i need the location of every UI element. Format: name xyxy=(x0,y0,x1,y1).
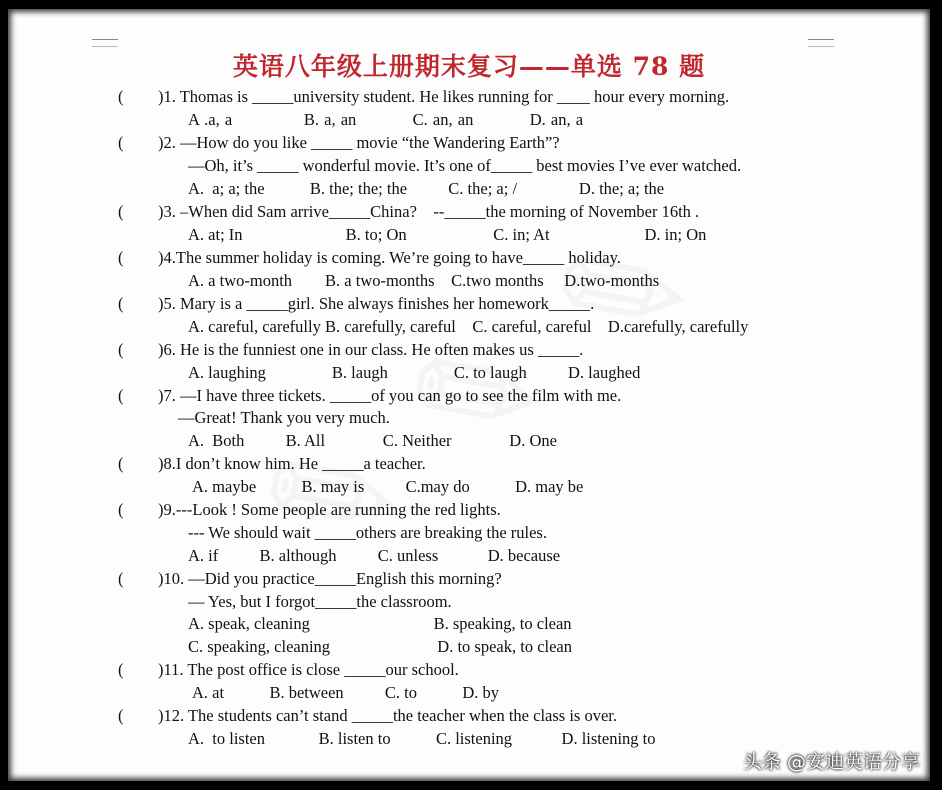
question-6-paren: ( xyxy=(118,340,124,359)
question-2-options: A. a; a; the B. the; the; the C. the; a; / D. the; a; the xyxy=(188,179,665,198)
question-4-paren: ( xyxy=(118,248,124,267)
question-4-options: A. a two-month B. a two-months C.two months D.two-months xyxy=(188,271,660,290)
question-11-options: A. at B. between C. to D. by xyxy=(192,683,500,702)
question-1-paren: ( xyxy=(118,87,124,106)
question-7-reply: —Great! Thank you very much. xyxy=(178,408,390,427)
question-11: )11. The post office is close _____our school. xyxy=(158,660,459,679)
question-1-options: A .a, a B. a, an C. an, an D. an, a xyxy=(188,110,584,129)
question-6-options: A. laughing B. laugh C. to laugh D. laughed xyxy=(188,363,641,382)
question-10-paren: ( xyxy=(118,569,124,588)
question-9-reply: --- We should wait _____others are breaking the rules. xyxy=(188,523,547,542)
question-11-paren: ( xyxy=(118,660,124,679)
question-7: )7. —I have three tickets. _____of you can go to see the film with me. xyxy=(158,386,622,405)
question-7-paren: ( xyxy=(118,386,124,405)
question-9: )9.---Look ! Some people are running the red lights. xyxy=(158,500,501,519)
worksheet-page xyxy=(8,9,930,781)
question-12: )12. The students can’t stand _____the teacher when the class is over. xyxy=(158,706,617,725)
question-8: )8.I don’t know him. He _____a teacher. xyxy=(158,454,426,473)
question-5-options: A. careful, carefully B. carefully, careful C. careful, careful D.carefully, carefully xyxy=(188,317,749,336)
question-10-options-ab: A. speak, cleaning B. speaking, to clean xyxy=(188,614,572,633)
question-3: )3. –When did Sam arrive_____China? --_____the morning of November 16th . xyxy=(158,202,700,221)
question-5-paren: ( xyxy=(118,294,124,313)
question-12-paren: ( xyxy=(118,706,124,725)
question-5: )5. Mary is a _____girl. She always finishes her homework_____. xyxy=(158,294,595,313)
page-title: 英语八年级上册期末复习——单选 78 题 xyxy=(232,52,706,81)
corner-mark xyxy=(808,39,834,47)
source-watermark: 头条 @安迪英语分享 xyxy=(742,751,920,773)
question-3-options: A. at; In B. to; On C. in; At D. in; On xyxy=(188,225,707,244)
question-3-paren: ( xyxy=(118,202,124,221)
question-2-reply: —Oh, it’s _____ wonderful movie. It’s one of_____ best movies I’ve ever watched. xyxy=(188,156,742,175)
question-1: )1. Thomas is _____university student. He likes running for ____ hour every morning. xyxy=(158,87,730,106)
question-6: )6. He is the funniest one in our class. He often makes us _____. xyxy=(158,340,584,359)
question-10: )10. —Did you practice_____English this morning? xyxy=(158,569,502,588)
question-10-options-cd: C. speaking, cleaning D. to speak, to clean xyxy=(188,637,573,656)
question-8-paren: ( xyxy=(118,454,124,473)
question-4: )4.The summer holiday is coming. We’re going to have_____ holiday. xyxy=(158,248,621,267)
question-9-options: A. if B. although C. unless D. because xyxy=(188,546,561,565)
corner-mark xyxy=(92,39,118,47)
question-12-options: A. to listen B. listen to C. listening D. listening to xyxy=(188,729,656,748)
question-10-reply: — Yes, but I forgot_____the classroom. xyxy=(188,592,452,611)
question-2-paren: ( xyxy=(118,133,124,152)
question-9-paren: ( xyxy=(118,500,124,519)
question-8-options: A. maybe B. may is C.may do D. may be xyxy=(192,477,584,496)
question-7-options: A. Both B. All C. Neither D. One xyxy=(188,431,557,450)
question-2: )2. —How do you like _____ movie “the Wandering Earth”? xyxy=(158,133,560,152)
